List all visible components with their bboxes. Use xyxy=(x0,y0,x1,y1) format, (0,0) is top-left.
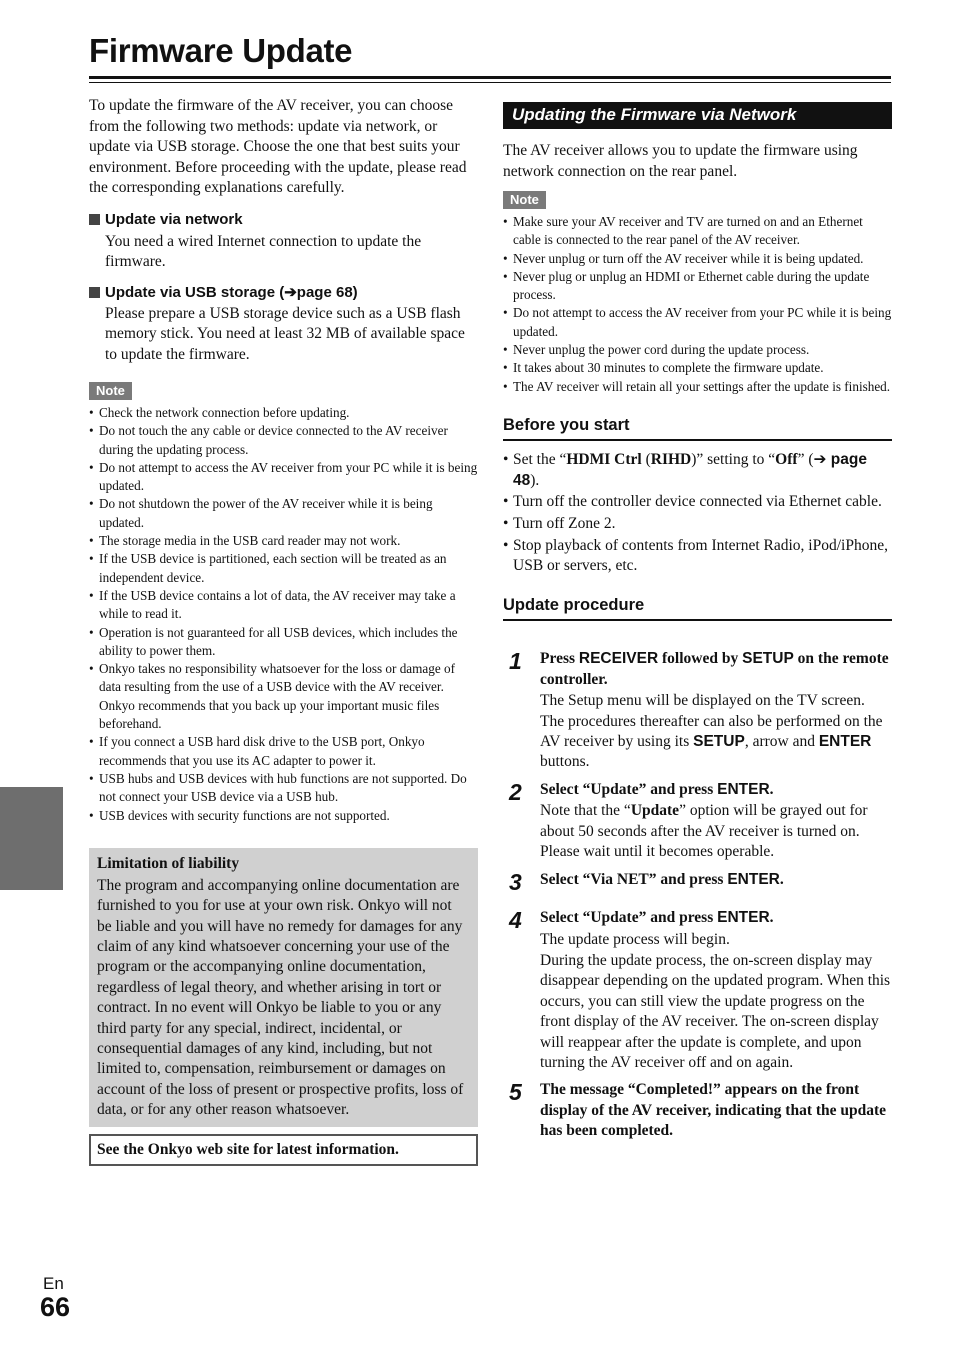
arrow-icon: ➔ xyxy=(813,450,827,468)
section-title-bar: Updating the Firmware via Network xyxy=(503,102,892,129)
liability-box xyxy=(89,848,478,1127)
list-item: • The storage media in the USB card reader may not work. xyxy=(89,532,478,550)
liability-title: Limitation of liability xyxy=(97,854,240,872)
step-number: 3 xyxy=(509,868,522,895)
list-item: • Stop playback of contents from Internet Radio, iPod/iPhone, USB or servers, etc. xyxy=(503,536,892,577)
list-item: • USB hubs and USB devices with hub functions are not supported. Do not connect your USB device via a USB hub. xyxy=(89,770,478,807)
note-badge: Note xyxy=(89,382,132,400)
step-body: The update process will begin. xyxy=(540,930,730,948)
page-ref-link[interactable]: page 48 xyxy=(513,450,867,489)
list-item: • Do not attempt to access the AV receiver from your PC while it is being updated. xyxy=(89,459,478,496)
list-item: • Turn off the controller device connected via Ethernet cable. xyxy=(503,492,892,513)
update-procedure-heading: Update procedure xyxy=(503,594,892,621)
step-5 xyxy=(503,1080,892,1142)
method-network-heading: Update via network xyxy=(89,210,478,230)
list-item: • Never unplug the power cord during the update process. xyxy=(503,341,892,359)
page-title: Firmware Update xyxy=(89,32,353,69)
list-item: • Never plug or unplug an HDMI or Ethernet cable during the update process. xyxy=(503,268,892,305)
method-usb-text: Please prepare a USB storage device such as a USB flash memory stick. You need at least 32 MB of available space to update the firmware. xyxy=(105,304,465,363)
list-item: • If you connect a USB hard disk drive to the USB port, Onkyo recommends that you use its AC adapter to power it. xyxy=(89,733,478,770)
intro-paragraph: To update the firmware of the AV receiver, you can choose from the following two methods: update via network, or update via USB storage. Choose the one that best suits your environment. Before proceeding with the update, please read the corresponding explanations carefully. xyxy=(89,97,467,196)
list-item: • If the USB device is partitioned, each section will be treated as an independent device. xyxy=(89,550,478,587)
square-bullet-icon xyxy=(89,287,100,298)
method-network-text: You need a wired Internet connection to update the firmware. xyxy=(105,232,422,270)
step-body: Note that the “Update” option will be grayed out for about 50 seconds after the AV receiver is turned on. Please wait until it becomes operable. xyxy=(540,802,868,861)
left-column xyxy=(89,96,478,1166)
list-item: • The AV receiver will retain all your settings after the update is finished. xyxy=(503,378,892,396)
list-item: • Set the “HDMI Ctrl (RIHD)” setting to “Off” (➔ page 48). xyxy=(503,450,892,491)
step-number: 5 xyxy=(509,1079,522,1106)
before-you-start-heading: Before you start xyxy=(503,414,892,441)
square-bullet-icon xyxy=(89,214,100,225)
step-3 xyxy=(503,868,892,895)
right-column xyxy=(503,102,892,1142)
step-title: Press RECEIVER followed by SETUP on the remote controller. xyxy=(540,650,889,688)
page-number: 66 xyxy=(40,1292,71,1322)
step-number: 2 xyxy=(509,778,522,805)
page-language: En xyxy=(43,1274,64,1293)
step-2 xyxy=(503,780,892,863)
list-item: • It takes about 30 minutes to complete the firmware update. xyxy=(503,359,892,377)
list-item: • Turn off Zone 2. xyxy=(503,514,892,535)
list-item: • If the USB device contains a lot of data, the AV receiver may take a while to read it. xyxy=(89,587,478,624)
see-website-box: See the Onkyo web site for latest information. xyxy=(89,1134,478,1166)
network-intro: The AV receiver allows you to update the firmware using network connection on the rear panel. xyxy=(503,142,858,180)
section-side-tab xyxy=(0,787,63,890)
right-notes-list xyxy=(503,213,892,396)
list-item: • Never unplug or turn off the AV receiver while it is being updated. xyxy=(503,250,892,268)
list-item: • Operation is not guaranteed for all USB devices, which includes the ability to power them. xyxy=(89,624,478,661)
list-item: • Make sure your AV receiver and TV are turned on and an Ethernet cable is connected to the rear panel of the AV receiver. xyxy=(503,213,892,250)
list-item: • Onkyo takes no responsibility whatsoever for the loss or damage of data resulting from the use of a USB device with the AV receiver. Onkyo recommends that you back up your important music files beforehand. xyxy=(89,660,478,733)
step-title: The message “Completed!” appears on the front display of the AV receiver, indicating that the update has been completed. xyxy=(540,1081,887,1140)
step-body: The Setup menu will be displayed on the TV screen. The procedures thereafter can also be performed on the AV receiver by using its SETUP, arrow and ENTER buttons. xyxy=(540,692,883,771)
method-usb xyxy=(89,283,478,366)
step-number: 1 xyxy=(509,648,522,675)
step-number: 4 xyxy=(509,907,522,934)
note-badge: Note xyxy=(503,191,546,209)
list-item: • Check the network connection before updating. xyxy=(89,404,478,422)
step-4 xyxy=(503,908,892,1073)
step-title: Select “Via NET” and press ENTER. xyxy=(540,870,784,888)
step-title: Select “Update” and press ENTER. xyxy=(540,909,774,927)
method-network xyxy=(89,210,478,273)
list-item: • Do not attempt to access the AV receiver from your PC while it is being updated. xyxy=(503,304,892,341)
method-usb-heading: Update via USB storage ( ➔ page 68) xyxy=(89,283,478,303)
step-1 xyxy=(503,649,892,773)
step-body: During the update process, the on-screen display may disappear depending on the updated program. When this occurs, you can still view the update progress on the front display of the AV receiver. The on-screen display will reappear after the update is complete, and upon turning the AV receiver off and on again. xyxy=(540,951,891,1071)
arrow-icon: ➔ xyxy=(284,283,297,301)
title-rule xyxy=(89,76,891,79)
list-item: • Do not shutdown the power of the AV receiver while it is being updated. xyxy=(89,495,478,532)
before-list xyxy=(503,450,892,577)
liability-body: The program and accompanying online documentation are furnished to you for use at your own risk. Onkyo will not be liable and you will have no remedy for damages for any claim of any kind whatsoever concerning your use of the program or the accompanying online documentation, regardless of legal theory, and whether arising in tort or contract. In no event will Onkyo be liable to you or any third party for any special, indirect, incidental, or consequential damages of any kind, including, but not limited to, compensation, reimbursement or damages on account of the loss of present or prospective profits, loss of data, or for any other reason whatsoever. xyxy=(97,876,464,1119)
step-title: Select “Update” and press ENTER. xyxy=(540,780,774,798)
note-label-wrap xyxy=(503,191,892,209)
left-notes-list xyxy=(89,404,478,825)
title-rule-thin xyxy=(89,82,891,83)
note-label-wrap xyxy=(89,382,478,400)
page-ref-link[interactable]: page 68) xyxy=(296,283,358,301)
list-item: • Do not touch the any cable or device connected to the AV receiver during the updating process. xyxy=(89,422,478,459)
list-item: • USB devices with security functions are not supported. xyxy=(89,807,478,825)
